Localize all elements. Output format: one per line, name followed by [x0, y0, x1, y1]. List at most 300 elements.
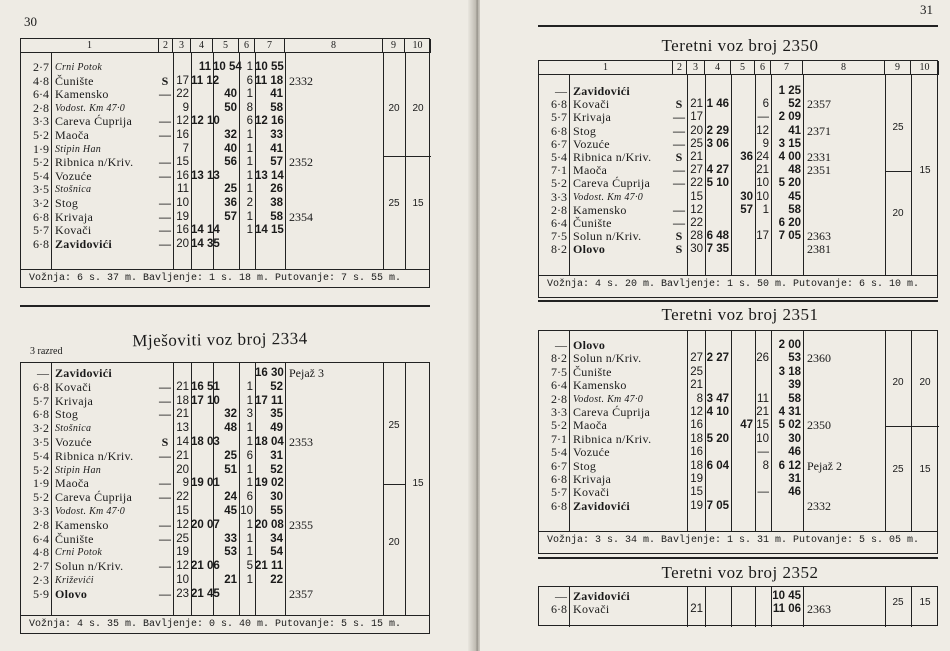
run-minutes	[687, 85, 703, 98]
departure-time: 30	[788, 432, 801, 445]
table-row	[21, 464, 429, 477]
departure-time: 11 18	[255, 74, 284, 87]
column-header-7: 7	[771, 61, 803, 75]
arrival-minutes	[213, 519, 237, 532]
km-value: 7·1	[551, 431, 567, 446]
stop-minutes	[755, 590, 769, 603]
speed-value: 15	[919, 463, 931, 475]
table-row	[539, 446, 937, 459]
train-title-2334: Mješoviti voz broj 2334	[132, 328, 308, 351]
table-row	[21, 408, 429, 421]
column-header-4: 4	[705, 61, 731, 75]
departure-time: 2 00	[778, 339, 801, 351]
stop-minutes: 1	[246, 394, 253, 407]
column-header-1: 1	[539, 61, 673, 75]
arrival-time: 2 27	[706, 352, 729, 365]
speed-value: 15	[412, 197, 424, 209]
column-header-2: 2	[159, 39, 173, 53]
station-name: Olovo	[573, 338, 606, 352]
speed-value: 25	[892, 121, 904, 133]
station-name: Solun n/Kriv.	[573, 229, 642, 244]
arrival-time	[191, 129, 211, 142]
table-row	[21, 224, 429, 237]
run-minutes: 17	[690, 111, 703, 124]
table-row	[21, 560, 429, 573]
arrival-minutes: 45	[224, 505, 237, 517]
crossing-note	[807, 177, 885, 190]
run-minutes: 12	[176, 518, 189, 531]
km-value: 6·8	[551, 472, 567, 486]
km-value: 6·4	[551, 378, 567, 393]
departure-time: 52	[270, 380, 283, 393]
station-name: Zavidovići	[573, 589, 631, 603]
arrival-time: 3 47	[706, 392, 729, 405]
arrival-minutes: 24	[224, 491, 237, 504]
crossing-note	[289, 491, 383, 504]
table-row	[539, 393, 937, 406]
arrival-minutes: 36	[224, 197, 237, 209]
arrival-time	[191, 211, 211, 224]
crossing-note	[289, 533, 383, 546]
arrival-minutes	[731, 406, 753, 419]
run-minutes: 16	[176, 129, 189, 141]
arrival-minutes: 32	[224, 408, 237, 421]
station-mark	[673, 460, 685, 473]
station-mark: S	[161, 435, 169, 449]
station-name: Kovači	[55, 379, 92, 394]
crossing-note	[289, 143, 383, 156]
speed-value: 15	[412, 478, 424, 490]
table-row	[21, 546, 429, 559]
arrival-minutes: 57	[740, 203, 753, 216]
station-name: Careva Ćuprija	[55, 490, 133, 505]
station-name: Vodost. Km 47·0	[573, 191, 644, 203]
column-header-2: 2	[673, 61, 687, 75]
table-row	[21, 436, 429, 449]
arrival-minutes	[731, 590, 753, 603]
arrival-time	[705, 217, 729, 230]
stop-minutes: 21	[756, 406, 769, 418]
crossing-note: 2332	[289, 73, 313, 88]
crossing-note: 2351	[807, 163, 831, 178]
arrival-time: 18 03	[191, 436, 220, 448]
station-mark: S	[675, 229, 683, 244]
departure-time: 18 04	[255, 436, 284, 448]
arrival-minutes: 25	[224, 183, 237, 196]
station-mark: —	[159, 393, 171, 408]
run-minutes: 21	[690, 151, 703, 163]
station-name: Stipin Han	[55, 464, 102, 476]
section-divider	[885, 171, 911, 172]
stop-minutes	[239, 367, 253, 380]
stop-minutes	[755, 366, 769, 379]
crossing-note	[807, 339, 885, 352]
arrival-minutes	[731, 473, 753, 486]
arrival-time: 21 45	[191, 587, 220, 600]
crossing-note	[289, 61, 383, 74]
table-row	[21, 450, 429, 463]
table-row	[21, 75, 429, 88]
arrival-minutes	[731, 243, 753, 256]
km-value: 2·7	[33, 60, 49, 74]
arrival-minutes	[731, 603, 753, 616]
timetable-train-2334	[20, 362, 430, 634]
station-mark	[673, 446, 685, 459]
station-name: Olovo	[55, 586, 88, 601]
run-minutes: 20	[690, 124, 703, 137]
arrival-minutes: 57	[224, 210, 237, 223]
departure-time: 3 18	[778, 365, 801, 378]
departure-time: 48	[788, 164, 801, 177]
table-row	[21, 156, 429, 169]
table-row	[21, 574, 429, 587]
crossing-note	[289, 381, 383, 394]
station-name: Careva Ćuprija	[573, 405, 651, 419]
departure-time: 58	[788, 392, 801, 405]
station-name: Čunište	[55, 73, 94, 88]
arrival-time	[191, 143, 211, 156]
left-page	[0, 0, 474, 651]
table-row	[21, 491, 429, 504]
crossing-note	[807, 85, 885, 98]
arrival-time	[191, 408, 211, 421]
station-mark	[673, 603, 685, 616]
column-header-5: 5	[731, 61, 755, 75]
station-mark	[673, 473, 685, 486]
arrival-time: 1 46	[706, 98, 729, 111]
page-number-right: 31	[920, 2, 933, 17]
table-row	[539, 243, 937, 256]
column-header-row	[21, 39, 429, 53]
crossing-note: 2360	[807, 351, 831, 366]
departure-time: 10 55	[255, 61, 284, 73]
crossing-note	[807, 486, 885, 499]
arrival-minutes	[213, 75, 237, 88]
station-mark	[159, 61, 171, 74]
arrival-time: 5 10	[706, 177, 729, 190]
crossing-note	[807, 406, 885, 419]
stop-minutes: 1	[246, 156, 253, 169]
station-mark: —	[673, 163, 685, 178]
departure-time: 33	[270, 129, 283, 141]
station-mark: —	[159, 407, 171, 422]
stop-minutes: 1	[762, 203, 769, 216]
departure-time: 2 09	[778, 111, 801, 124]
table-row	[21, 367, 429, 380]
station-mark: —	[673, 110, 685, 125]
crossing-note	[289, 395, 383, 408]
km-value: 7·5	[551, 364, 567, 379]
table-row	[539, 376, 937, 393]
departure-time	[771, 500, 801, 513]
station-name: Maoča	[55, 476, 90, 491]
crossing-note: 2331	[807, 150, 831, 164]
arrival-minutes	[213, 395, 237, 408]
station-name: Kovači	[573, 485, 610, 500]
station-mark: —	[159, 531, 171, 546]
station-mark	[673, 433, 685, 446]
station-mark: —	[159, 476, 171, 491]
arrival-time: 19 01	[191, 477, 220, 490]
arrival-time	[191, 546, 211, 559]
table-row	[539, 230, 937, 243]
km-value: 2·8	[33, 100, 49, 115]
arrival-minutes: 40	[224, 88, 237, 101]
km-value: 4·8	[33, 545, 49, 560]
table-row	[21, 533, 429, 546]
run-minutes: 10	[176, 574, 189, 586]
departure-time: 10 45	[772, 590, 801, 602]
station-mark: —	[159, 155, 171, 170]
crossing-note	[289, 408, 383, 421]
station-name: Vodost. Km 47·0	[55, 102, 126, 114]
crossing-note: 2357	[807, 97, 831, 112]
run-minutes: 21	[176, 380, 189, 393]
arrival-minutes	[731, 352, 753, 365]
stop-minutes: —	[757, 486, 769, 499]
stop-minutes	[755, 603, 769, 616]
departure-time: 31	[270, 449, 283, 462]
arrival-time: 14 14	[191, 224, 220, 237]
arrival-time: 17 10	[191, 394, 220, 407]
crossing-note	[807, 217, 885, 230]
departure-time: 34	[270, 532, 283, 545]
run-minutes: 21	[690, 98, 703, 111]
speed-value: 15	[919, 164, 931, 176]
arrival-time	[705, 603, 729, 616]
station-mark: —	[673, 176, 685, 191]
km-value: 5·2	[33, 155, 49, 170]
departure-time: 58	[788, 203, 801, 216]
stop-minutes: 1	[246, 380, 253, 393]
stop-minutes	[755, 85, 769, 98]
departure-time: 7 05	[778, 230, 801, 243]
arrival-time	[191, 156, 211, 169]
arrival-minutes	[213, 477, 237, 490]
crossing-note: 2363	[807, 229, 831, 244]
station-name: Kovači	[573, 97, 610, 112]
stop-minutes	[755, 379, 769, 392]
footer-rule	[539, 531, 937, 532]
arrival-time	[191, 102, 211, 115]
arrival-time: 2 29	[706, 124, 729, 137]
table-row	[21, 477, 429, 490]
stop-minutes	[755, 217, 769, 230]
km-value: 3·2	[33, 421, 49, 436]
run-minutes: 25	[690, 365, 703, 378]
departure-time: 41	[788, 124, 801, 137]
table-row	[21, 88, 429, 101]
table-row	[21, 170, 429, 183]
station-mark: —	[159, 128, 171, 142]
station-name: Zavidovići	[573, 498, 631, 513]
departure-time: 6 20	[778, 217, 801, 229]
km-value: 8·2	[551, 242, 567, 257]
stop-minutes: 1	[246, 224, 253, 237]
station-mark: —	[673, 216, 685, 230]
stop-minutes: 1	[246, 518, 253, 531]
column-header-8: 8	[803, 61, 885, 75]
run-minutes: 12	[690, 406, 703, 418]
km-value: 5·2	[33, 128, 49, 142]
station-mark	[673, 379, 685, 392]
crossing-note	[289, 88, 383, 101]
station-name: Kovači	[573, 602, 610, 617]
stop-minutes: 1	[246, 183, 253, 196]
column-header-9: 9	[383, 39, 405, 53]
arrival-minutes	[731, 98, 753, 111]
table-row	[539, 177, 937, 190]
station-name: Olovo	[573, 242, 606, 257]
arrival-time	[191, 505, 211, 518]
departure-time: 58	[270, 101, 283, 114]
crossing-note	[807, 590, 885, 603]
stop-minutes: 1	[246, 463, 253, 476]
km-value: 3·5	[33, 182, 49, 197]
arrival-time	[191, 491, 211, 504]
crossing-note	[807, 366, 885, 379]
table-row	[539, 85, 937, 98]
crossing-note	[807, 111, 885, 124]
crossing-note	[807, 393, 885, 406]
station-name: Vozuće	[55, 435, 92, 449]
km-value: 3·3	[551, 189, 567, 204]
km-value: 2·8	[551, 391, 567, 406]
departure-time: 20 08	[255, 518, 284, 531]
table-row	[21, 381, 429, 394]
km-value: 5·2	[551, 418, 567, 433]
departure-time: 5 20	[778, 177, 801, 190]
run-minutes: 14	[176, 436, 189, 448]
table-row	[539, 590, 937, 603]
run-minutes: 19	[690, 499, 703, 512]
column-header-10: 10	[911, 61, 939, 75]
arrival-minutes: 32	[224, 129, 237, 141]
run-minutes: 12	[690, 203, 703, 216]
station-mark	[159, 422, 171, 435]
km-value: —	[555, 338, 567, 352]
crossing-note	[289, 115, 383, 128]
arrival-time	[191, 450, 211, 463]
departure-time: 45	[788, 190, 801, 203]
run-minutes	[687, 339, 703, 352]
arrival-minutes: 25	[224, 449, 237, 462]
station-mark	[159, 102, 171, 115]
arrival-time	[705, 151, 729, 164]
station-name: Zavidovići	[55, 236, 113, 251]
arrival-time	[705, 473, 729, 486]
km-value: —	[555, 589, 567, 603]
stop-minutes: 1	[246, 142, 253, 155]
run-minutes: 22	[690, 177, 703, 190]
km-value: 6·7	[551, 458, 567, 473]
station-name: Stog	[55, 407, 79, 422]
km-value: 3·2	[33, 196, 49, 210]
speed-value: 25	[892, 597, 904, 609]
departure-time: 53	[788, 352, 801, 365]
km-value: 3·3	[33, 114, 49, 129]
run-minutes: 21	[690, 379, 703, 392]
km-value: 6·4	[551, 216, 567, 230]
table-row	[539, 125, 937, 138]
stop-minutes: 12	[756, 124, 769, 137]
page-number-left: 30	[24, 14, 37, 29]
run-minutes: 25	[176, 532, 189, 545]
km-value: 2·8	[33, 517, 49, 532]
km-value: 3·3	[33, 504, 49, 518]
crossing-note	[289, 505, 383, 518]
station-name: Kamensko	[55, 87, 109, 102]
departure-time: 54	[270, 546, 283, 559]
crossing-note	[289, 450, 383, 463]
station-name: Stošnica	[55, 184, 92, 196]
stop-minutes	[755, 339, 769, 352]
station-name: Krivaja	[573, 110, 612, 125]
station-mark: —	[673, 202, 685, 217]
crossing-note	[807, 433, 885, 446]
station-name: Solun n/Kriv.	[55, 559, 124, 574]
stop-minutes: 6	[246, 115, 253, 128]
train-title-2351: Teretni voz broj 2351	[661, 305, 819, 324]
run-minutes: 20	[176, 463, 189, 476]
km-value: 5·2	[33, 490, 49, 505]
run-minutes: 17	[176, 74, 189, 87]
arrival-minutes: 36	[740, 151, 753, 163]
table-row	[21, 395, 429, 408]
departure-time: 3 15	[778, 137, 801, 150]
station-mark	[159, 367, 171, 380]
station-name: Stog	[573, 123, 597, 138]
stop-minutes: 6	[246, 491, 253, 504]
arrival-minutes	[731, 177, 753, 190]
speed-value: 25	[892, 463, 904, 475]
speed-value: 25	[388, 419, 400, 431]
departure-time: 19 02	[255, 477, 284, 490]
station-name: Vodost. Km 47·0	[573, 393, 644, 405]
crossing-note	[289, 183, 383, 196]
stop-minutes: 6	[246, 74, 253, 87]
arrival-minutes: 10 54	[213, 61, 242, 73]
station-mark: —	[159, 517, 171, 532]
speed-value: 20	[412, 102, 424, 114]
station-name: Krivaja	[55, 209, 94, 224]
stop-minutes: 10	[756, 190, 769, 203]
station-mark: —	[159, 223, 171, 238]
table-row	[539, 486, 937, 499]
station-mark	[673, 500, 685, 513]
km-value: —	[555, 84, 567, 98]
run-minutes: 28	[690, 230, 703, 243]
table-row	[21, 519, 429, 532]
km-value: 6·4	[33, 531, 49, 546]
crossing-note: 2352	[289, 155, 313, 170]
table-row	[539, 151, 937, 164]
station-mark: —	[673, 123, 685, 138]
stop-minutes: 24	[756, 151, 769, 163]
station-mark	[159, 143, 171, 156]
run-minutes: 21	[176, 408, 189, 421]
station-name: Maoča	[573, 418, 608, 433]
crossing-note	[289, 197, 383, 210]
arrival-minutes	[731, 500, 753, 513]
km-value: 5·9	[33, 586, 49, 601]
station-name: Ribnica n/Kriv.	[55, 448, 134, 463]
stop-minutes: 1	[246, 129, 253, 141]
footer-rule	[539, 275, 937, 276]
timetable-train-2350	[538, 60, 938, 298]
table-row	[21, 419, 429, 436]
departure-time: 26	[270, 183, 283, 196]
